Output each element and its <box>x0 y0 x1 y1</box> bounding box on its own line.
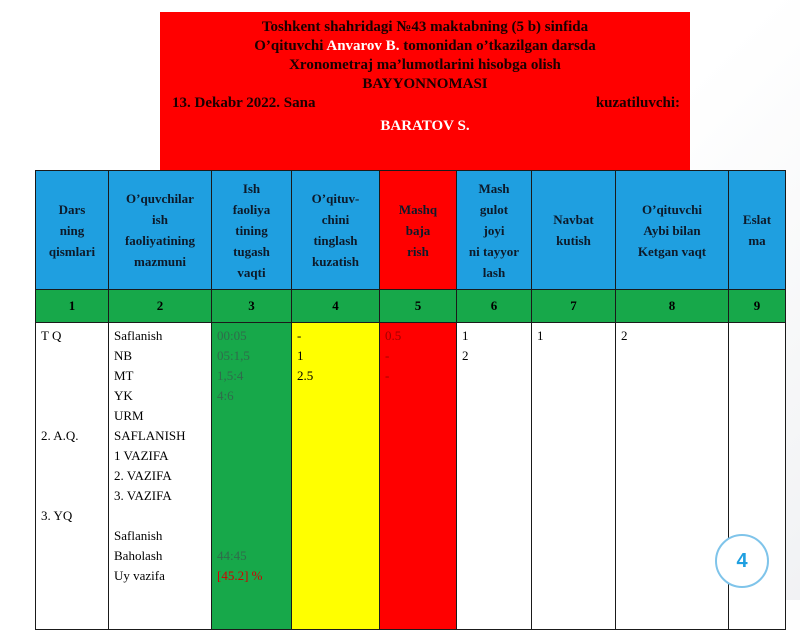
teacher-name: Anvarov B. <box>326 38 400 54</box>
cell-line: MT <box>114 368 134 383</box>
cell-line <box>41 446 103 466</box>
cell-line: 00:05 <box>217 328 247 343</box>
preparation-cell <box>457 323 532 630</box>
header-waiting: Navbat kutish <box>532 171 616 290</box>
cell-line: SAFLANISH <box>114 428 186 443</box>
cell-line <box>41 346 103 366</box>
header-end-time: Ish faoliya tining tugash vaqti <box>212 171 292 290</box>
column-number: 9 <box>729 290 786 323</box>
column-number: 6 <box>457 290 532 323</box>
column-number: 2 <box>109 290 212 323</box>
cell-line <box>217 406 286 426</box>
cell-line: 1 <box>537 328 544 343</box>
column-number: 1 <box>36 290 109 323</box>
column-number: 5 <box>380 290 457 323</box>
lesson-parts-cell <box>36 323 109 630</box>
title-line-2-prefix: O’qituvchi <box>254 38 324 54</box>
cell-line: 2 <box>462 348 469 363</box>
student-activity-cell <box>109 323 212 630</box>
cell-line: 0.5 <box>385 328 402 343</box>
date-text: 13. Dekabr 2022. Sana <box>172 95 316 111</box>
cell-line <box>41 526 103 546</box>
header-row <box>36 171 786 290</box>
cell-line: 44:45 <box>217 548 247 563</box>
header-student-activity: O’quvchilar ish faoliyatining mazmuni <box>109 171 212 290</box>
header-teacher-fault-time: O’qituvchi Aybi bilan Ketgan vaqt <box>616 171 729 290</box>
title-line-2 <box>160 37 690 56</box>
cell-line: 1 VAZIFA <box>114 448 169 463</box>
header-note: Eslat ma <box>729 171 786 290</box>
cell-line <box>41 386 103 406</box>
cell-line: - <box>297 328 302 343</box>
cell-line: 2.5 <box>297 368 314 383</box>
title-line-1: Toshkent shahridagi №43 maktabning (5 b) sinfida <box>261 19 589 35</box>
cell-line: Baholash <box>114 548 163 563</box>
title-line-2-suffix: tomonidan o’tkazilgan darsda <box>403 38 596 54</box>
cell-line: - <box>385 368 390 383</box>
cell-line: 2 <box>621 328 628 343</box>
cell-line: Saflanish <box>114 328 163 343</box>
header-lesson-parts: Dars ning qismlari <box>36 171 109 290</box>
column-number: 7 <box>532 290 616 323</box>
chronometry-table <box>35 170 786 630</box>
cell-line: 1 <box>462 328 469 343</box>
cell-line <box>217 526 286 546</box>
listening-cell <box>292 323 380 630</box>
cell-line <box>217 446 286 466</box>
cell-line <box>217 466 286 486</box>
column-number: 3 <box>212 290 292 323</box>
cell-line: NB <box>114 348 133 363</box>
cell-line: 2. VAZIFA <box>114 468 172 483</box>
cell-line: 3. VAZIFA <box>114 488 172 503</box>
cell-line: 05:1,5 <box>217 348 250 363</box>
cell-line <box>41 566 103 586</box>
cell-line: Uy vazifa <box>114 568 165 583</box>
cell-line: [45.2] % <box>217 568 263 583</box>
header-listening: O’qituv- chini tinglash kuzatish <box>292 171 380 290</box>
column-number: 4 <box>292 290 380 323</box>
cell-line: - <box>385 348 390 363</box>
cell-line: 4:6 <box>217 388 234 403</box>
cell-line <box>41 546 103 566</box>
cell-line: 1,5:4 <box>217 368 244 383</box>
cell-line <box>41 486 103 506</box>
cell-line <box>41 366 103 386</box>
cell-line: 1 <box>297 348 304 363</box>
cell-line: 3. YQ <box>41 508 73 523</box>
title-line-4: BAYYONNOMASI <box>362 76 488 92</box>
title-line-3: Xronometraj ma’lumotlarini hisobga olish <box>289 57 561 73</box>
observer-label: kuzatiluvchi: <box>595 95 680 111</box>
observer-name: BARATOV S. <box>380 118 470 134</box>
cell-line: T Q <box>41 328 62 343</box>
page-number: 4 <box>736 549 748 572</box>
column-number: 8 <box>616 290 729 323</box>
exercise-cell <box>380 323 457 630</box>
cell-line: Saflanish <box>114 528 163 543</box>
waiting-cell <box>532 323 616 630</box>
cell-line <box>41 406 103 426</box>
cell-line <box>217 486 286 506</box>
header-exercise: Mashq baja rish <box>380 171 457 290</box>
cell-line <box>217 506 286 526</box>
cell-line <box>217 426 286 446</box>
date-observer-row <box>160 94 690 113</box>
cell-line: 2. A.Q. <box>41 428 79 443</box>
page-number-badge <box>715 534 769 588</box>
cell-line: URM <box>114 408 144 423</box>
header-preparation: Mash gulot joyi ni tayyor lash <box>457 171 532 290</box>
cell-line: YK <box>114 388 133 403</box>
title-banner <box>160 12 690 170</box>
cell-line <box>41 466 103 486</box>
column-number-row <box>36 290 786 323</box>
cell-line <box>114 506 206 526</box>
teacher-fault-cell <box>616 323 729 630</box>
end-time-cell <box>212 323 292 630</box>
data-row <box>36 323 786 630</box>
